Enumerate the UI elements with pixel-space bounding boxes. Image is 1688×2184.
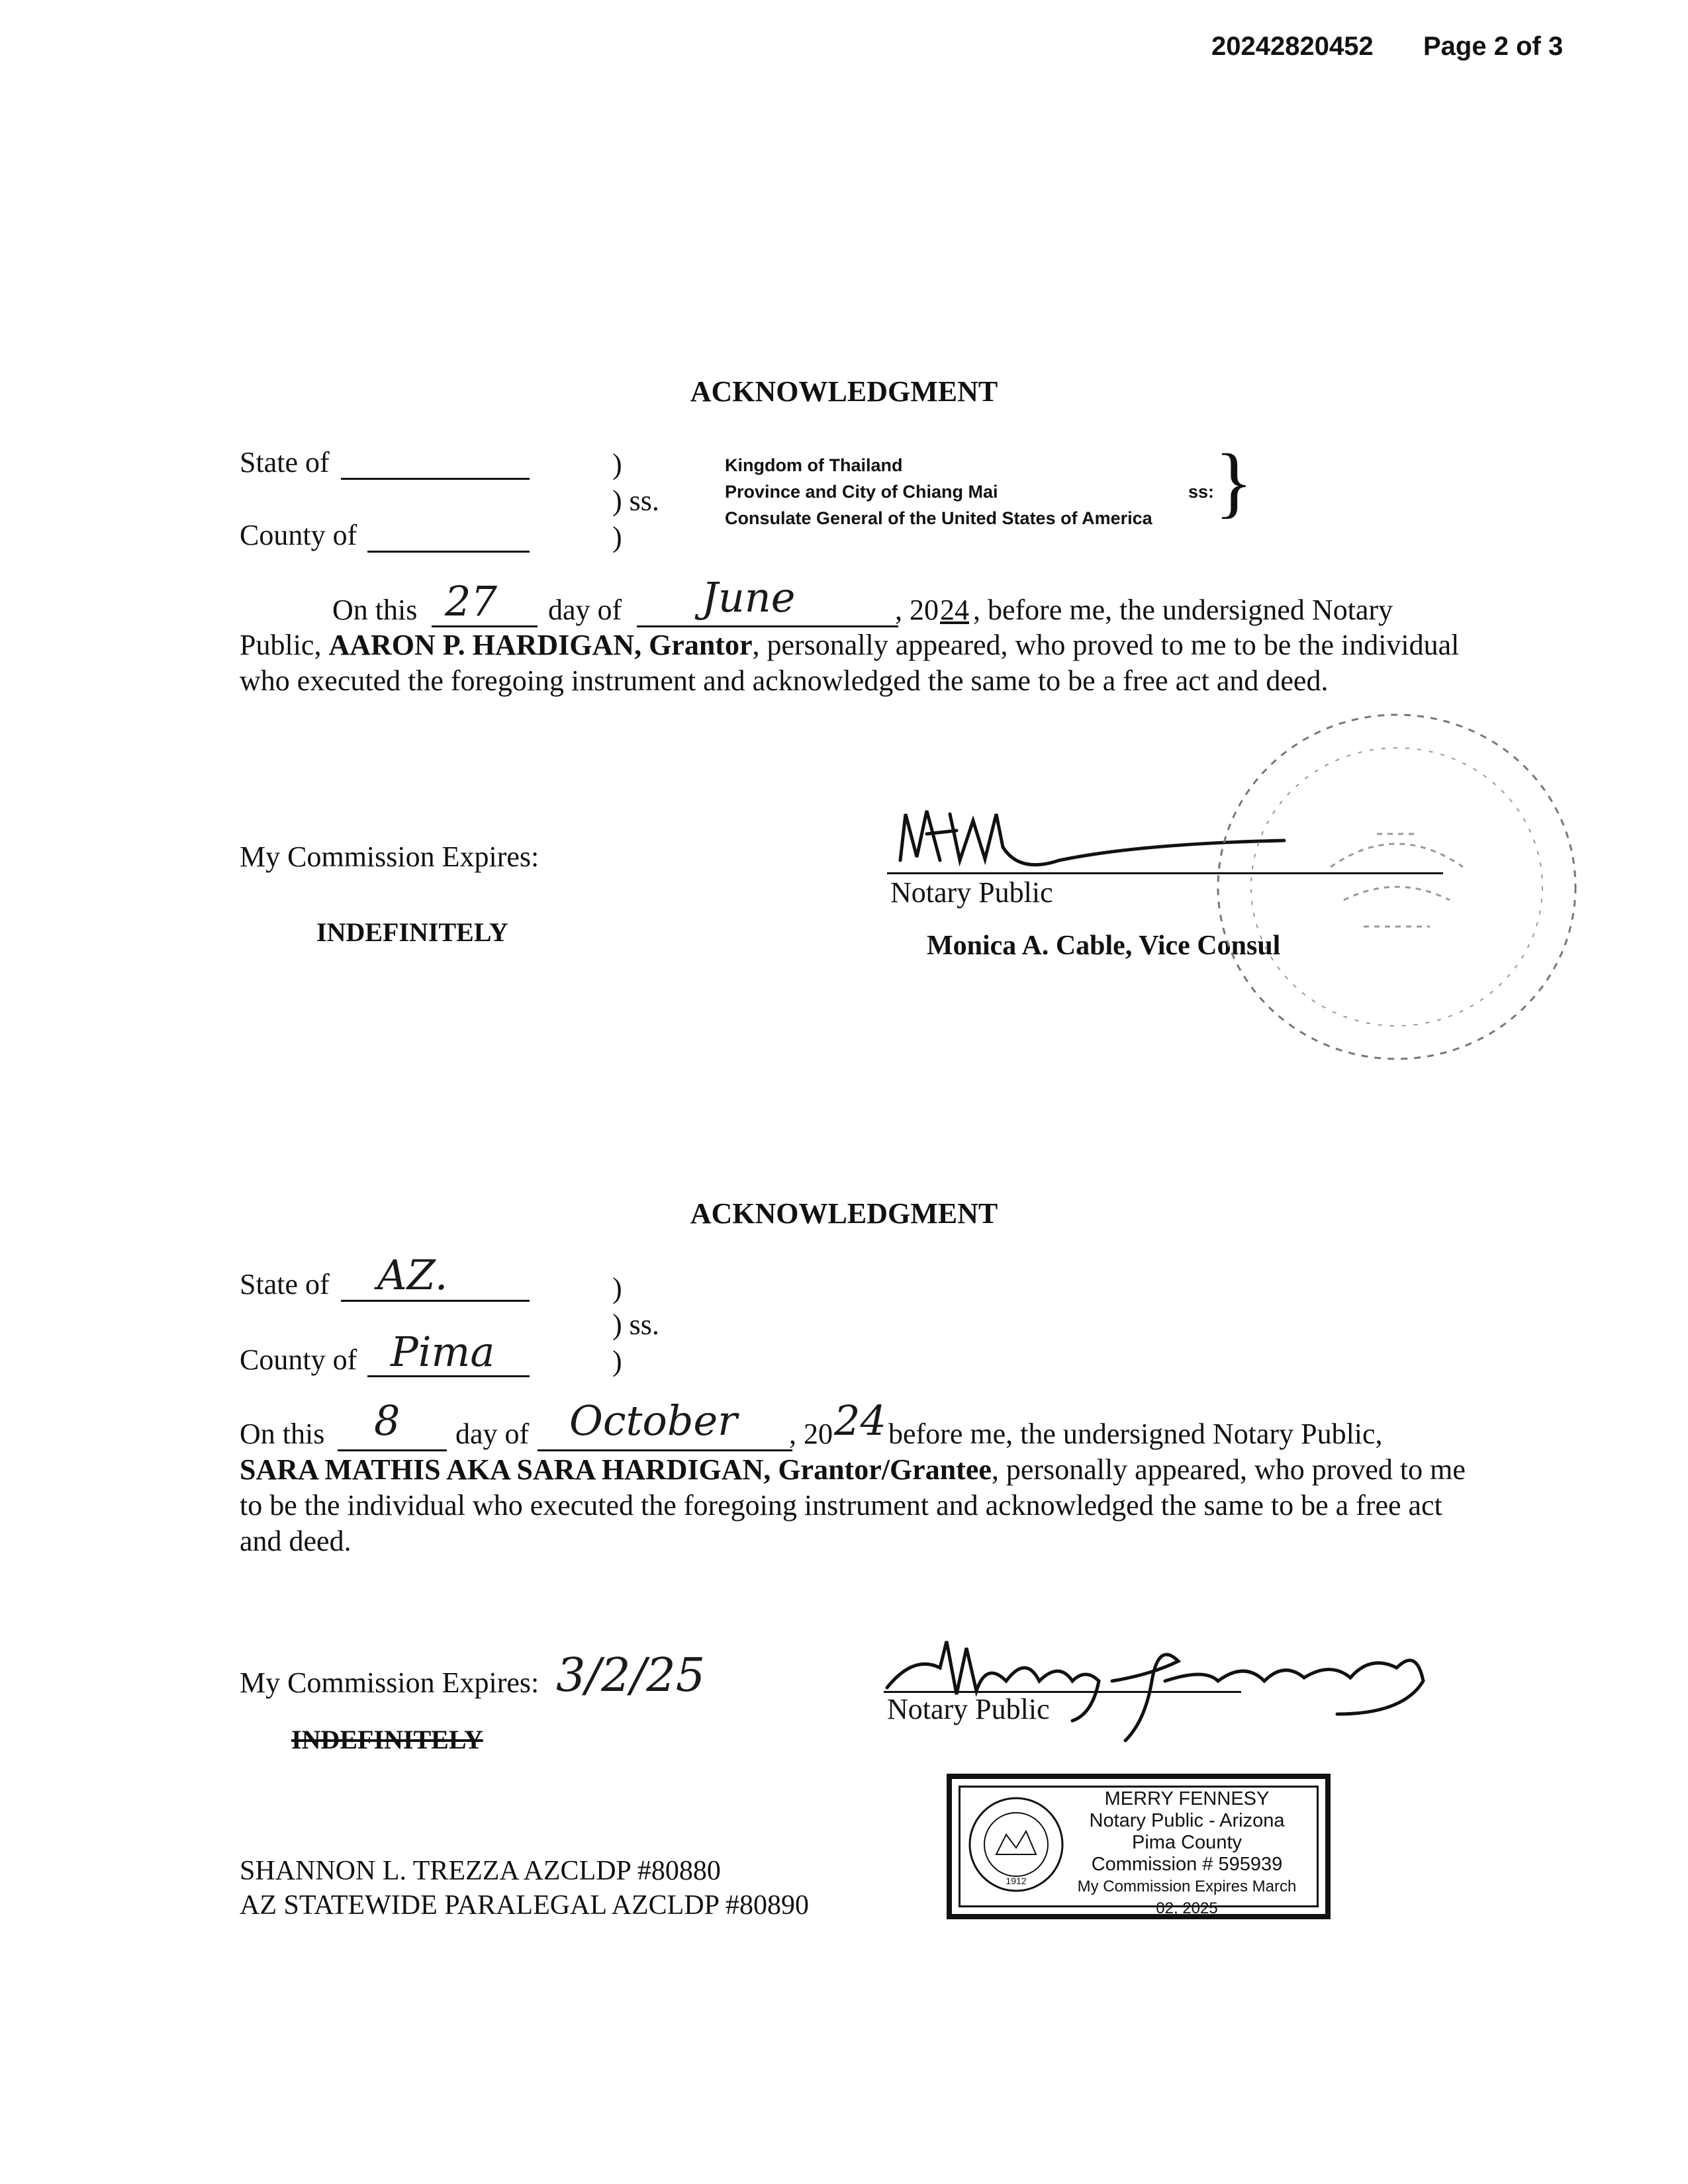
paren-ss-1: ) ss. [612, 484, 659, 517]
year-value-1: 24 [940, 594, 969, 626]
stamp-expiration: My Commission Expires March 02, 2025 [1077, 1878, 1297, 1917]
acknowledgment-paragraph-1: Public, AARON P. HARDIGAN, Grantor, personally appeared, who proved to me to be the individual who executed the foregoing instrument and acknowledged the same to be a free act and deed. [240, 629, 1460, 697]
notary-stamp [947, 1774, 1331, 1919]
footer-line-2: AZ STATEWIDE PARALEGAL AZCLDP #80890 [240, 1890, 809, 1921]
commission-value-2: 3/2/25 [556, 1648, 706, 1702]
day-value-1: 27 [445, 577, 497, 625]
stamp-county: Pima County [1131, 1832, 1242, 1853]
notary-stamp-text [1064, 1788, 1309, 1919]
jurisdiction-line-3: Consulate General of the United States of America [725, 508, 1152, 528]
month-value-2: October [569, 1396, 737, 1445]
year-prefix-2: , 20 [789, 1418, 833, 1450]
commission-struck-2: INDEFINITELY [291, 1725, 483, 1754]
state-label-2: State of [240, 1268, 330, 1300]
commission-value-1: INDEFINITELY [316, 917, 508, 947]
after-year-2: before me, the undersigned Notary Public, [888, 1418, 1383, 1450]
footer-line-1: SHANNON L. TREZZA AZCLDP #80880 [240, 1856, 721, 1886]
county-label-2: County of [240, 1343, 357, 1376]
arizona-seal-icon [966, 1795, 1066, 1894]
page-indicator: Page 2 of 3 [1423, 32, 1564, 61]
jurisdiction-brace: } [1215, 437, 1253, 525]
county-value-2: Pima [391, 1328, 495, 1376]
commission-label-2: My Commission Expires: [240, 1666, 539, 1699]
consulate-seal-icon [1205, 702, 1589, 1072]
paren-bottom-2: ) [612, 1345, 622, 1377]
year-prefix-1: , 20 [895, 594, 939, 626]
stamp-notary-name: MERRY FENNESY [1104, 1788, 1270, 1809]
county-label-1: County of [240, 519, 357, 551]
grantor-name: AARON P. HARDIGAN, Grantor [328, 629, 753, 661]
day-value-2: 8 [374, 1396, 400, 1445]
ss-mark: ss: [1188, 482, 1215, 502]
notary-name-1: Monica A. Cable, Vice Consul [927, 931, 1281, 961]
acknowledgment-title-2: ACKNOWLEDGMENT [690, 1197, 998, 1230]
seal-year: 1912 [1006, 1876, 1027, 1886]
paren-ss-2: ) ss. [612, 1308, 659, 1341]
day-of-label-2: day of [455, 1418, 530, 1450]
on-this-label-1: On this [332, 594, 418, 626]
notary-label-2: Notary Public [887, 1693, 1050, 1725]
year-value-2: 24 [834, 1396, 886, 1445]
after-year-1: , before me, the undersigned Notary [973, 594, 1393, 626]
acknowledgment-paragraph-2: SARA MATHIS AKA SARA HARDIGAN, Grantor/Grantee, personally appeared, who proved to me to be the individual who executed the foregoing instrument and acknowledged the same to be a free act and deed. [240, 1453, 1466, 1557]
grantee-name: SARA MATHIS AKA SARA HARDIGAN, Grantor/Grantee [240, 1453, 992, 1486]
month-line-2 [538, 1449, 792, 1451]
day-of-label-1: day of [548, 594, 622, 626]
paren-top-1: ) [612, 448, 622, 480]
jurisdiction-line-1: Kingdom of Thailand [725, 455, 903, 475]
stamp-commission-number: Commission # 595939 [1091, 1854, 1283, 1875]
document-number: 20242820452 [1211, 32, 1374, 61]
notary-signature-2 [874, 1615, 1470, 1747]
state-line-1 [341, 478, 530, 480]
state-line-2 [341, 1300, 530, 1302]
stamp-notary-title: Notary Public - Arizona [1089, 1810, 1285, 1831]
paren-top-2: ) [612, 1272, 622, 1304]
on-this-label-2: On this [240, 1418, 325, 1450]
state-value-2: AZ. [377, 1251, 448, 1299]
state-label-1: State of [240, 446, 330, 478]
commission-label-1: My Commission Expires: [240, 841, 539, 873]
jurisdiction-line-2: Province and City of Chiang Mai [725, 482, 998, 502]
day-line-2 [338, 1449, 447, 1451]
notary-label-1: Notary Public [890, 876, 1053, 909]
paren-bottom-1: ) [612, 521, 622, 553]
county-line-1 [367, 551, 530, 553]
month-value-1: June [702, 573, 796, 621]
acknowledgment-title-1: ACKNOWLEDGMENT [690, 375, 998, 408]
